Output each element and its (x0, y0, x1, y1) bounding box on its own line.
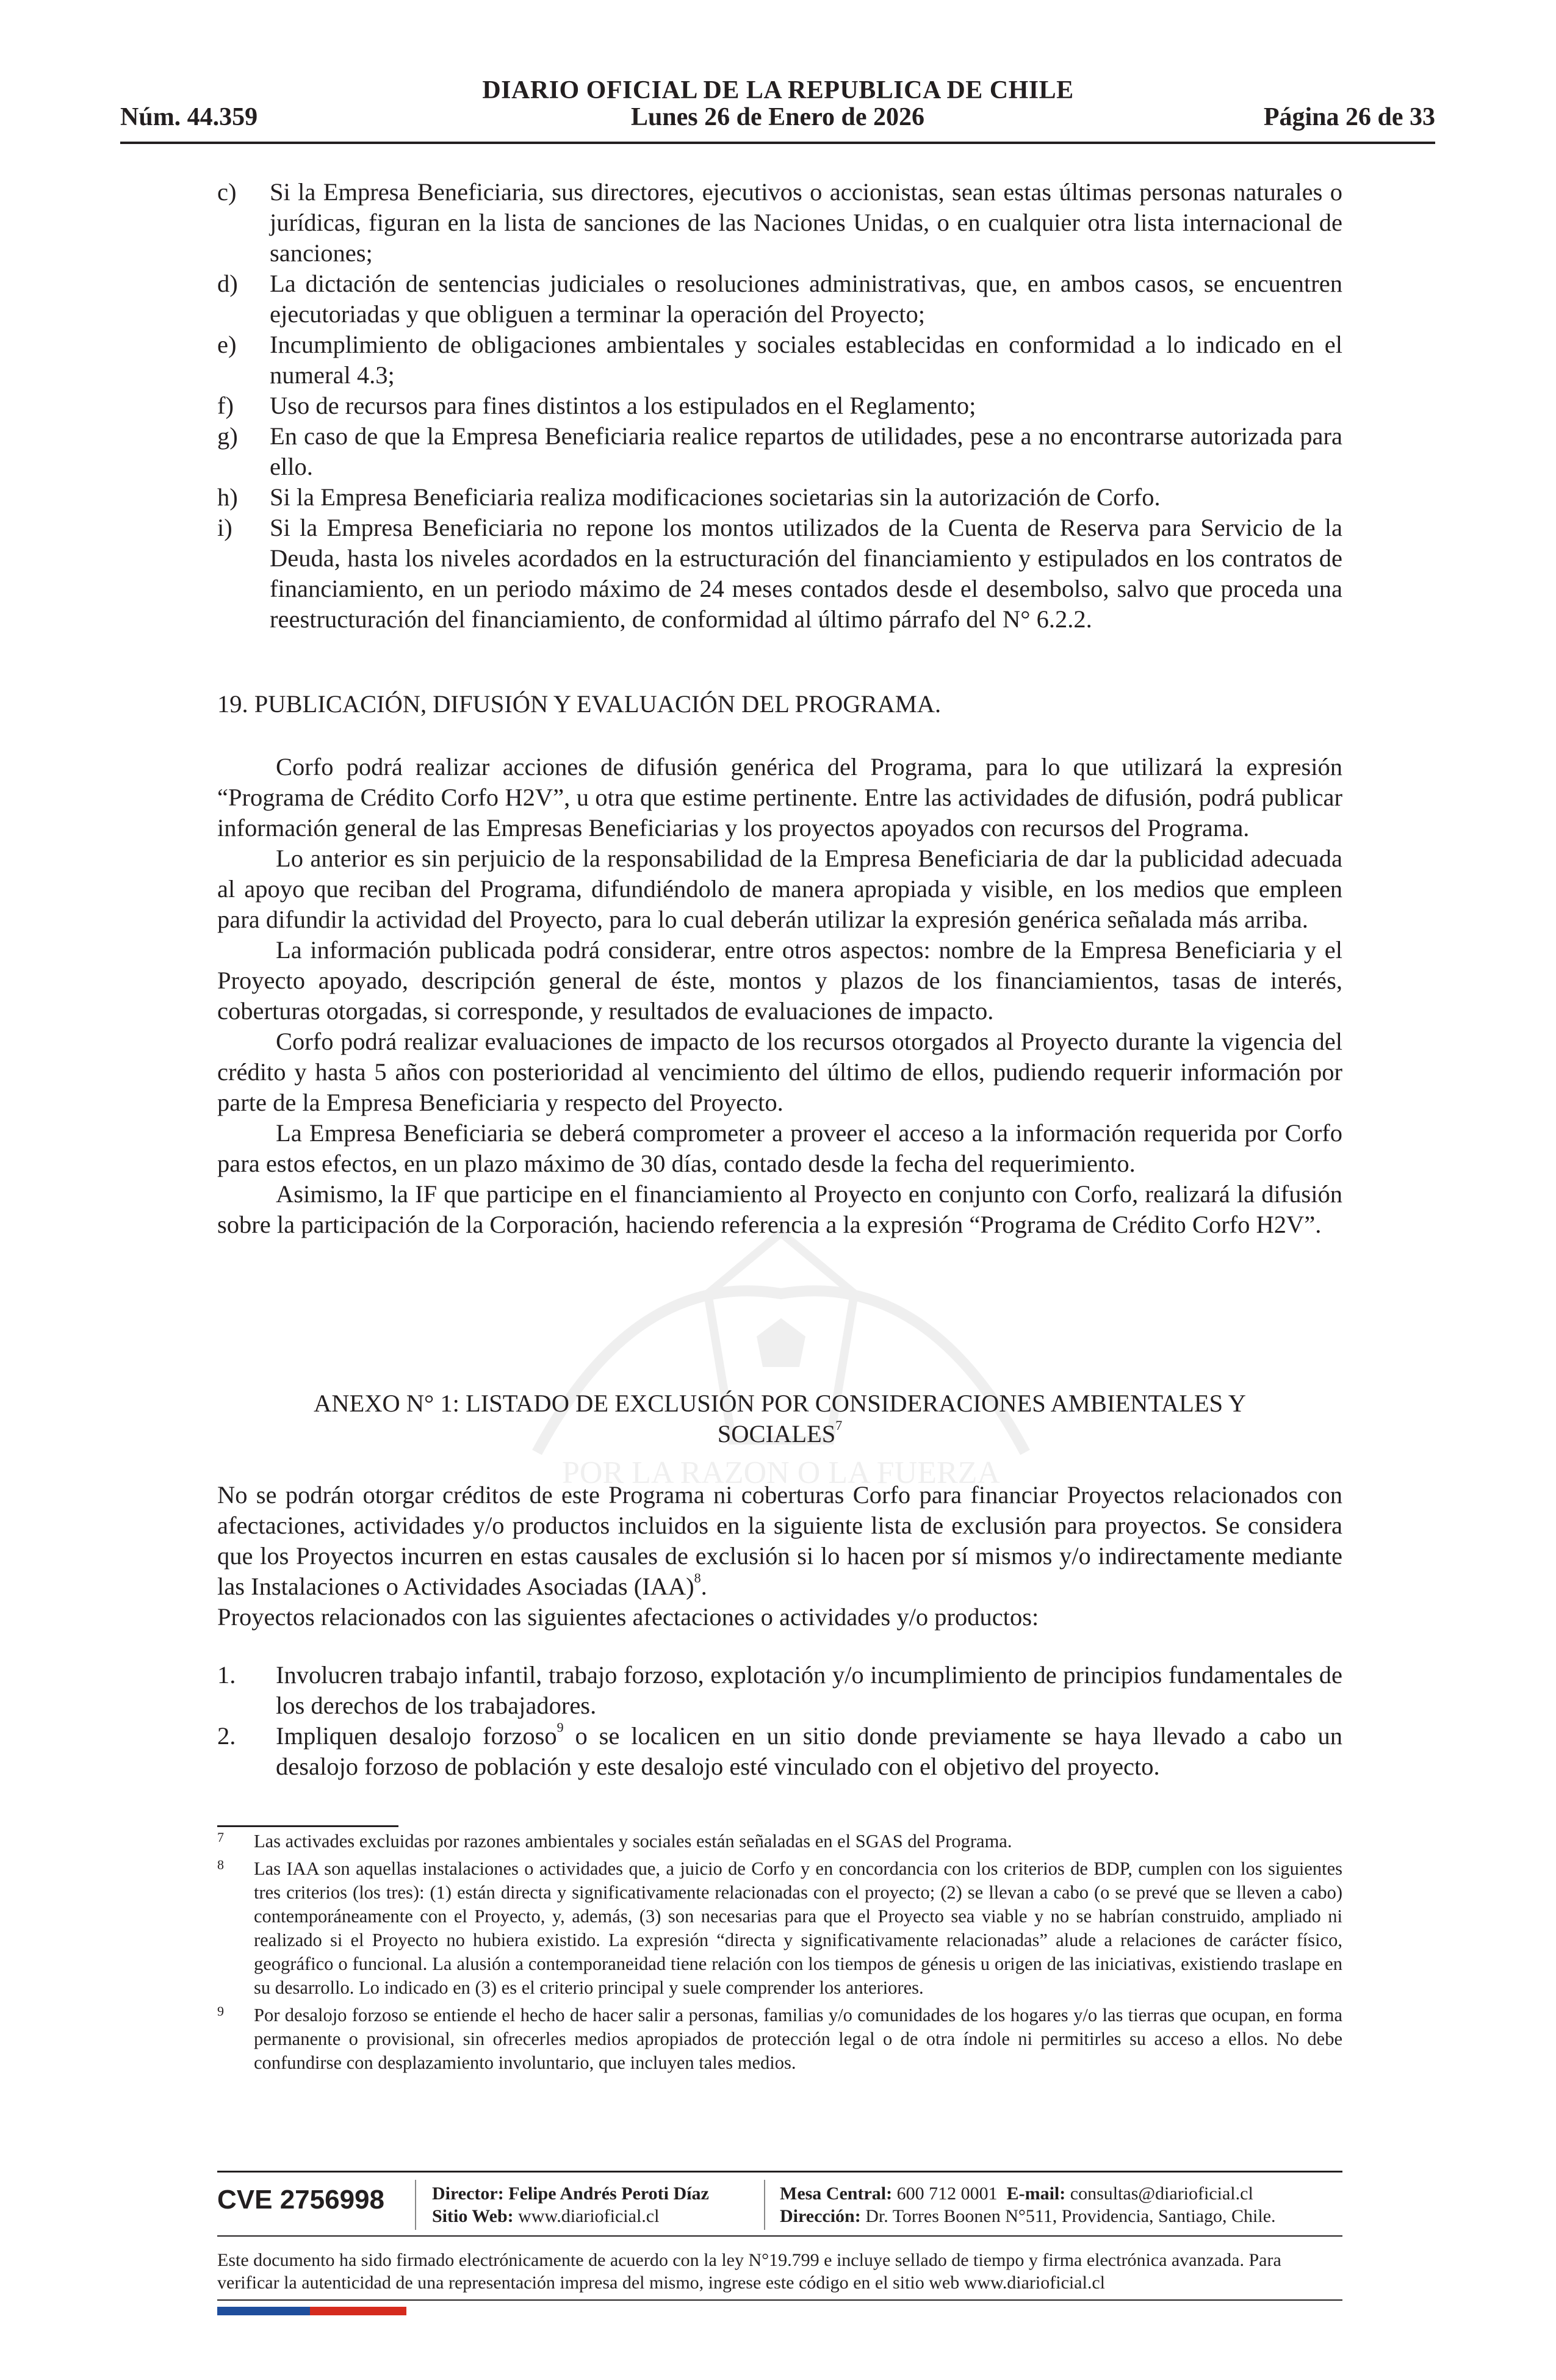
list-item (217, 421, 1342, 482)
footnote-ref: 9 (556, 1719, 564, 1735)
item2-text-b: o se localicen en un sitio donde previamente se haya llevado a cabo un desalojo forzoso de población y este desalojo esté vinculado con el objetivo del proyecto. (276, 1722, 1342, 1780)
annex-heading (217, 1388, 1342, 1449)
item2-text-a: Impliquen desalojo forzoso (276, 1722, 557, 1750)
director-name: Felipe Andrés Peroti Díaz (508, 2183, 709, 2204)
list-item (217, 1660, 1342, 1721)
issue-number: Núm. 44.359 (120, 103, 258, 131)
footer-director-block (432, 2182, 709, 2227)
footnote-number: 8 (217, 1857, 224, 1872)
header-divider (120, 142, 1435, 144)
list-item-text: Si la Empresa Beneficiaria, sus directores, ejecutivos o accionistas, sean estas últimas personas naturales o jurídicas, figuran en la lista de sanciones de las Naciones Unidas, o en cualquier otra lista internacional de sanciones; (270, 178, 1342, 267)
address-line (780, 2205, 1276, 2227)
paragraph: La Empresa Beneficiaria se deberá comprometer a proveer el acceso a la información requerida por Corfo para estos efectos, en un plazo máximo de 30 días, contado desde la fecha del requerimiento. (217, 1119, 1342, 1177)
paragraph: Lo anterior es sin perjuicio de la responsabilidad de la Empresa Beneficiaria de dar la publicidad adecuada al apoyo que reciban del Programa, difundiéndolo de manera apropiada y visible, en los medios que empleen para difundir la actividad del Proyecto, para lo cual deberán utilizar la expresión genérica señalada más arriba. (217, 845, 1342, 933)
list-item-label: 2. (217, 1722, 236, 1750)
footnote-number: 9 (217, 2003, 224, 2019)
list-item (217, 482, 1342, 513)
footer-contact-block (780, 2182, 1276, 2227)
director-line (432, 2182, 709, 2205)
website-label: Sitio Web: (432, 2206, 514, 2226)
contact-line (780, 2182, 1276, 2205)
paragraph: La información publicada podrá considerar, entre otros aspectos: nombre de la Empresa Beneficiaria y el Proyecto apoyado, descripción general de éste, montos y plazos de los financiamientos, tasas de interés, coberturas otorgadas, si corresponde, y resultados de evaluaciones de impacto. (217, 936, 1342, 1025)
website-link[interactable]: www.diarioficial.cl (518, 2206, 660, 2226)
footnote-text: Por desalojo forzoso se entiende el hecho de hacer salir a personas, familias y/o comunidades de los hogares y/o las tierras que ocupan, en forma permanente o provisional, sin ofrecerles medios apropiados de protección legal o de otra índole ni permitirles su acceso a ellos. No debe confundirse con desplazamiento involuntario, que incluyen tales medios. (254, 2005, 1342, 2073)
paragraph: Asimismo, la IF que participe en el financiamiento al Proyecto en conjunto con Corfo, realizará la difusión sobre la participación de la Corporación, haciendo referencia a la expresión “Programa de Crédito Corfo H2V”. (217, 1180, 1342, 1238)
list-item-label: e) (217, 331, 237, 358)
list-item (217, 1721, 1342, 1782)
footer-divider (217, 2171, 1342, 2173)
annex-heading-line2 (217, 1419, 1342, 1449)
list-item (217, 330, 1342, 391)
exclusion-list (217, 1660, 1342, 1782)
cve-code: CVE 2756998 (217, 2185, 384, 2215)
annex-para1-end: . (701, 1573, 707, 1600)
footer-divider (217, 2235, 1342, 2237)
list-item-label: c) (217, 178, 237, 206)
list-item-label: d) (217, 270, 238, 297)
list-item-label: g) (217, 422, 238, 450)
flag-stripe-red (310, 2307, 406, 2315)
footnote-divider (217, 1825, 398, 1827)
section-19-heading: 19. PUBLICACIÓN, DIFUSIÓN Y EVALUACIÓN DEL PROGRAMA. (217, 690, 942, 718)
email-link[interactable]: consultas@diarioficial.cl (1070, 2183, 1253, 2204)
footer-divider (217, 2299, 1342, 2301)
list-item-text: Involucren trabajo infantil, trabajo forzoso, explotación y/o incumplimiento de principios fundamentales de los derechos de los trabajadores. (276, 1661, 1342, 1719)
annex-heading-text: SOCIALES (717, 1420, 836, 1448)
paragraph: Proyectos relacionados con las siguientes afectaciones o actividades y/o productos: (217, 1603, 1039, 1631)
annex-para1: No se podrán otorgar créditos de este Programa ni coberturas Corfo para financiar Proyectos relacionados con afectaciones, actividades y/o productos incluidos en la siguiente lista de exclusión para proyectos. Se considera que los Proyectos incurren en estas causales de exclusión si lo hacen por sí mismos y/o indirectamente mediante las Instalaciones o Actividades Asociadas (IAA) (217, 1481, 1342, 1600)
page-indicator: Página 26 de 33 (1263, 103, 1435, 131)
mesa-phone: 600 712 0001 (896, 2183, 998, 2204)
list-item-label: h) (217, 483, 238, 511)
list-item-text: La dictación de sentencias judiciales o resoluciones administrativas, que, en ambos casos, se encuentren ejecutoriadas y que obliguen a terminar la operación del Proyecto; (270, 270, 1342, 328)
flag-stripe-blue (217, 2307, 310, 2315)
paragraph: Corfo podrá realizar acciones de difusión genérica del Programa, para lo que utilizará la expresión “Programa de Crédito Corfo H2V”, u otra que estime pertinente. Entre las actividades de difusión, podrá publicar información general de las Empresas Beneficiarias y los proyectos apoyados con recursos del Programa. (217, 753, 1342, 842)
email-label: E-mail: (1006, 2183, 1066, 2204)
list-item-text: En caso de que la Empresa Beneficiaria realice repartos de utilidades, pese a no encontrarse autorizada para ello. (270, 422, 1342, 480)
footnote (217, 2003, 1342, 2075)
footnote (217, 1857, 1342, 2000)
annex-heading-line1: ANEXO N° 1: LISTADO DE EXCLUSIÓN POR CONSIDERACIONES AMBIENTALES Y (313, 1390, 1247, 1417)
newspaper-title: DIARIO OFICIAL DE LA REPUBLICA DE CHILE (482, 76, 1074, 104)
watermark-motto: POR LA RAZON O LA FUERZA (562, 1455, 1000, 1490)
paragraph (217, 1480, 1342, 1602)
director-label: Director: (432, 2183, 504, 2204)
list-item-label: 1. (217, 1661, 236, 1689)
coat-of-arms-watermark (452, 1196, 1111, 1513)
signature-disclaimer: Este documento ha sido firmado electrónicamente de acuerdo con la ley N°19.799 e incluye sellado de tiempo y firma electrónica avanzada. Para verificar la autenticidad de una representación impresa del mismo, ingrese este código en el sitio web www.diarioficial.cl (217, 2250, 1281, 2293)
list-item-text: Incumplimiento de obligaciones ambientales y sociales establecidas en conformidad a lo indicado en el numeral 4.3; (270, 331, 1342, 389)
address-text: Dr. Torres Boonen N°511, Providencia, Santiago, Chile. (865, 2206, 1276, 2226)
list-item-label: f) (217, 392, 234, 419)
list-item (217, 269, 1342, 330)
footer-separator (764, 2180, 765, 2230)
list-item-text: Si la Empresa Beneficiaria realiza modificaciones societarias sin la autorización de Corfo. (270, 483, 1161, 511)
footnote-text: Las activades excluidas por razones ambientales y sociales están señaladas en el SGAS del Programa. (254, 1831, 1012, 1852)
list-item (217, 391, 1342, 421)
address-label: Dirección: (780, 2206, 861, 2226)
section-19-body (217, 752, 1342, 1240)
footnote-text: Las IAA son aquellas instalaciones o actividades que, a juicio de Corfo y en concordancia con los criterios de BDP, cumplen con los siguientes tres criterios (los tres): (1) están directa y significativamente relacionadas con el proyecto; (2) se llevan a cabo (o se prevé que se lleven a cabo) contemporáneamente con el Proyecto, y, además, (3) son necesarias para que el Proyecto sea viable y no se habrían construido, ampliado ni realizado si el Proyecto no hubiera existido. La expresión “directa y significativamente relacionadas” alude a relaciones de carácter físico, geográfico o funcional. La alusión a contemporaneidad tiene relación con los tiempos de génesis u origen de las iniciativas, existiendo traslape en su desarrollo. Lo indicado en (3) es el criterio principal y suele comprender los anteriores. (254, 1858, 1342, 1998)
footnote-number: 7 (217, 1830, 224, 1845)
mesa-label: Mesa Central: (780, 2183, 893, 2204)
header-row (120, 103, 1435, 134)
footnote-ref: 7 (835, 1417, 843, 1433)
list-item-text: Si la Empresa Beneficiaria no repone los montos utilizados de la Cuenta de Reserva para Servicio de la Deuda, hasta los niveles acordados en la estructuración del financiamiento y estipulados en los contratos de financiamiento, en un periodo máximo de 24 meses contados desde el desembolso, salvo que proceda una reestructuración del financiamiento, de conformidad al último párrafo del N° 6.2.2. (270, 514, 1342, 633)
sanction-list (217, 177, 1342, 635)
annex-body (217, 1480, 1342, 1632)
issue-date: Lunes 26 de Enero de 2026 (630, 103, 925, 131)
footnotes (217, 1830, 1342, 2079)
list-item (217, 177, 1342, 269)
website-line (432, 2205, 709, 2227)
footer-separator (415, 2180, 416, 2230)
list-item-text (276, 1721, 1342, 1782)
footnote (217, 1830, 1342, 1853)
list-item-label: i) (217, 514, 232, 541)
paragraph: Corfo podrá realizar evaluaciones de impacto de los recursos otorgados al Proyecto durante la vigencia del crédito y hasta 5 años con posterioridad al vencimiento del último de ellos, pudiendo requerir información por parte de la Empresa Beneficiaria y respecto del Proyecto. (217, 1028, 1342, 1116)
footnote-ref: 8 (694, 1570, 701, 1585)
list-item (217, 513, 1342, 635)
list-item-text: Uso de recursos para fines distintos a los estipulados en el Reglamento; (270, 392, 976, 419)
